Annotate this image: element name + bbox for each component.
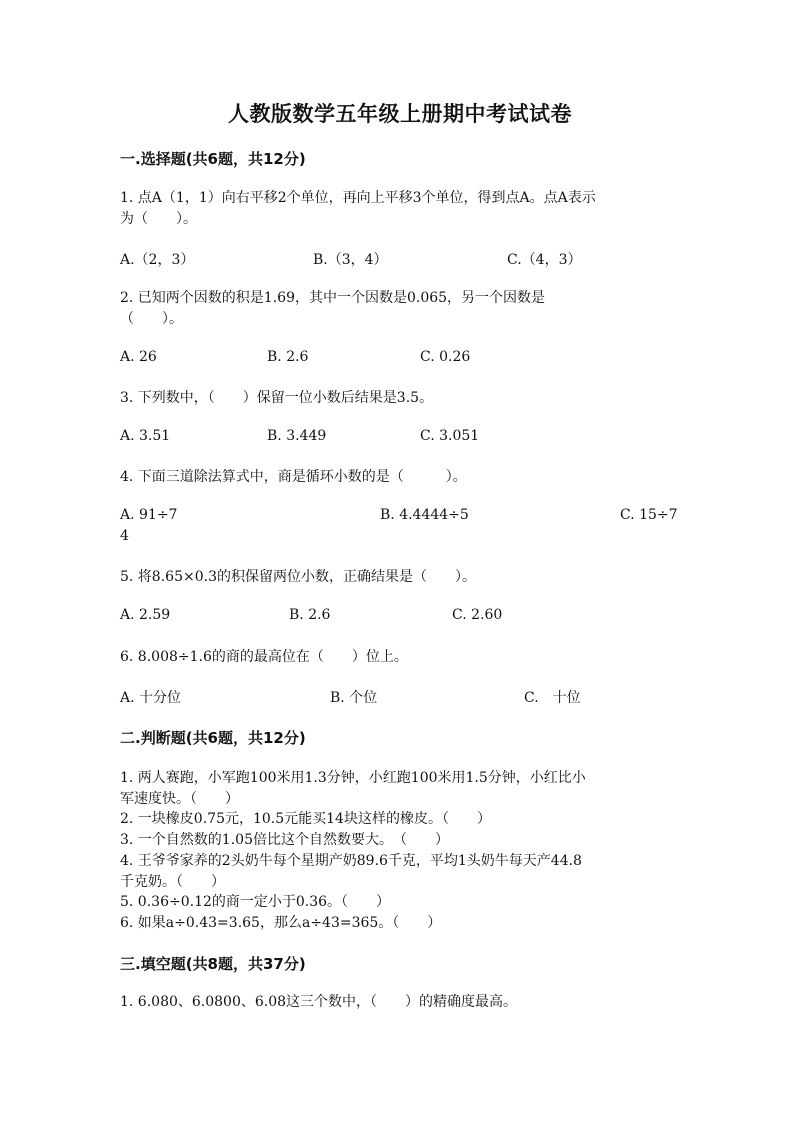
- judgement-line: 军速度快。（ ）: [120, 791, 239, 807]
- section-heading-choice: 一.选择题(共6题，共12分): [120, 150, 306, 168]
- question-text: 4. 下面三道除法算式中，商是循环小数的是（ ）。: [120, 469, 467, 485]
- judgement-line: 6. 如果a÷0.43=3.65，那么a÷43=365。（ ）: [120, 915, 442, 931]
- section-heading-judgement: 二.判断题(共6题，共12分): [120, 729, 306, 747]
- option-b: B.（3，4）: [313, 252, 388, 268]
- option-b: B. 2.6: [289, 607, 331, 623]
- option-b: B. 个位: [330, 690, 378, 706]
- judgement-line: 千克奶。（ ）: [120, 874, 225, 890]
- option-c: C. 2.60: [452, 607, 503, 623]
- option-a: A.（2，3）: [120, 252, 195, 268]
- option-a: A. 91÷7: [120, 507, 178, 523]
- question-text: 6. 8.008÷1.6的商的最高位在（ ）位上。: [120, 649, 408, 665]
- question-text: 1. 点A（1，1）向右平移2个单位，再向上平移3个单位，得到点A。点A表示: [120, 190, 596, 206]
- option-a: A. 十分位: [120, 690, 182, 706]
- judgement-line: 3. 一个自然数的1.05倍比这个自然数要大。 （ ）: [120, 832, 449, 848]
- question-text: 为（ ）。: [120, 211, 197, 227]
- judgement-line: 4. 王爷爷家养的2头奶牛每个星期产奶89.6千克，平均1头奶牛每天产44.8: [120, 853, 582, 869]
- question-text: 2. 已知两个因数的积是1.69，其中一个因数是0.065，另一个因数是: [120, 290, 546, 306]
- judgement-line: 2. 一块橡皮0.75元，10.5元能买14块这样的橡皮。（ ）: [120, 811, 491, 827]
- option-c: C. 15÷7: [620, 507, 678, 523]
- option-c: C. 十位: [524, 690, 581, 706]
- option-a: A. 3.51: [120, 428, 171, 444]
- judgement-line: 5. 0.36÷0.12的商一定小于0.36。（ ）: [120, 894, 391, 910]
- question-text: 1. 6.080、6.0800、6.08这三个数中，（ ）的精确度最高。: [120, 994, 518, 1010]
- section-heading-fill: 三.填空题(共8题，共37分): [120, 955, 306, 973]
- judgement-line: 1. 两人赛跑，小军跑100米用1.3分钟，小红跑100米用1.5分钟，小红比小: [120, 770, 586, 786]
- question-text: 5. 将8.65×0.3的积保留两位小数，正确结果是（ ）。: [120, 569, 476, 585]
- option-c: C. 0.26: [420, 349, 471, 365]
- option-c: C.（4，3）: [507, 252, 582, 268]
- option-c: C. 3.051: [420, 428, 480, 444]
- option-a: A. 26: [120, 349, 157, 365]
- question-text: 3. 下列数中，（ ）保留一位小数后结果是3.5。: [120, 390, 434, 406]
- page-title: 人教版数学五年级上册期中考试试卷: [228, 102, 572, 126]
- option-b: B. 3.449: [267, 428, 327, 444]
- option-c-wrap: 4: [120, 528, 129, 544]
- option-b: B. 2.6: [267, 349, 309, 365]
- option-b: B. 4.4444÷5: [380, 507, 469, 523]
- question-text: （ ）。: [120, 311, 183, 327]
- option-a: A. 2.59: [120, 607, 171, 623]
